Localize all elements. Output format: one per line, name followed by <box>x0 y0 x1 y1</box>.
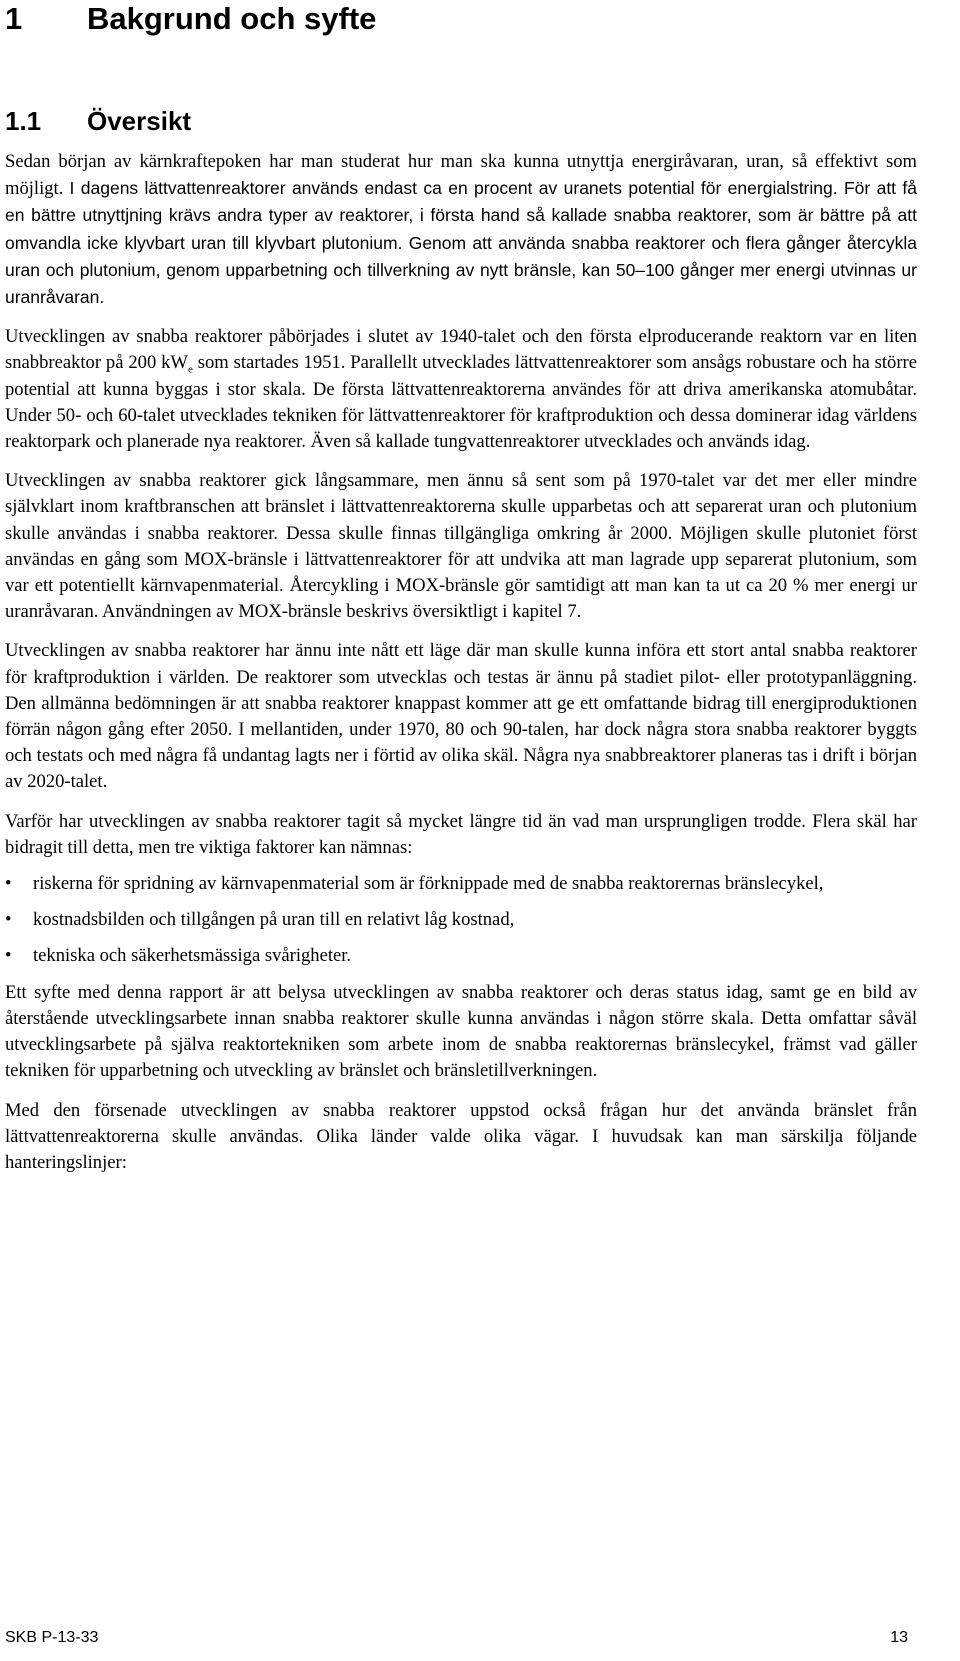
section-title: Översikt <box>87 106 192 136</box>
chapter-title: Bakgrund och syfte <box>87 1 377 36</box>
footer-page-number: 13 <box>890 1629 908 1646</box>
section-number: 1.1 <box>5 106 42 136</box>
bullet-icon: • <box>5 909 12 931</box>
bullet-icon: • <box>5 873 12 895</box>
paragraph-5: Varför har utvecklingen av snabba reaktorer tagit så mycket längre tid än vad man ursprungligen trodde. Flera skäl har bidragit till detta, men tre viktiga faktorer kan nämnas: <box>5 810 917 858</box>
paragraph-2-subscript: e <box>187 364 193 377</box>
paragraph-3: Utvecklingen av snabba reaktorer gick långsammare, men ännu så sent som på 1970-talet var det mer eller mindre självklart inom kraftbranschen att bränslet i lättvattenreaktorerna skulle upparbetas och att separerat uran och plutonium skulle användas i snabba reaktorer. Dessa skulle finnas tillgängliga omkring år 2000. Möjligen skulle plutoniet först användas en gång som MOX-bränsle i lättvattenreaktorer för att undvika att man lagrade upp separerat plutonium, som var ett potentiellt kärnvapenmaterial. Återcykling i MOX-bränsle gör samtidigt att man kan ta ut ca 20 % mer energi ur uranråvaran. Användningen av MOX-bränsle beskrivs översiktligt i kapitel 7. <box>5 470 917 623</box>
paragraph-7: Med den försenade utvecklingen av snabba reaktorer uppstod också frågan hur det använda bränslet från lättvattenreaktorerna skulle användas. Olika länder valde olika vägar. I huvudsak kan man särskilja följande hanteringslinjer: <box>5 1099 917 1173</box>
paragraph-2 <box>5 324 917 455</box>
paragraph-1-serif: Sedan början av kärnkraftepoken har man studerat hur man ska kunna utnyttja energiråvaran, uran, så effektivt som möjligt. <box>5 151 917 200</box>
list-item <box>5 907 917 933</box>
bullet-icon: • <box>5 945 12 967</box>
factor-list <box>5 871 917 970</box>
chapter-number: 1 <box>5 1 23 36</box>
section-heading <box>5 105 917 137</box>
list-item <box>5 943 917 969</box>
paragraph-4: Utvecklingen av snabba reaktorer har ännu inte nått ett läge där man skulle kunna införa ett stort antal snabba reaktorer för kraftproduktion i världen. De reaktorer som utvecklas och testas är ännu på stadiet pilot- eller prototypanläggning. Den allmänna bedömningen är att snabba reaktorer knappast kommer att ge ett omfattande bidrag till energiproduktionen förrän någon gång efter 2050. I mellantiden, under 1970, 80 och 90-talen, har dock några stora snabba reaktorer byggts och testats och med några få undantag lagts ner i förtid av olika skäl. Några nya snabbreaktorer planeras tas i drift i början av 2020-talet. <box>5 640 917 793</box>
list-item-text: tekniska och säkerhetsmässiga svårigheter. <box>33 945 352 967</box>
footer-report-id: SKB P-13-33 <box>5 1629 99 1646</box>
list-item-text: kostnadsbilden och tillgången på uran till en relativt låg kostnad, <box>33 909 515 931</box>
chapter-heading <box>5 0 917 38</box>
page-content <box>5 0 917 1176</box>
list-item-text: riskerna för spridning av kärnvapenmaterial som är förknippade med de snabba reaktorernas bränslecykel, <box>33 873 824 895</box>
paragraph-6: Ett syfte med denna rapport är att belysa utvecklingen av snabba reaktorer och deras status idag, samt ge en bild av återstående utvecklingsarbete innan snabba reaktorer skulle kunna användas i någon större skala. Detta omfattar såväl utvecklingsarbete på själva reaktortekniken som arbete inom de snabba reaktorernas bränslecykel, främst vad gäller tekniken för upparbetning och utveckling av bränslet och bränsletillverkningen. <box>5 981 917 1082</box>
paragraph-1-sans: I dagens lättvattenreaktorer används endast ca en procent av uranets potential för energialstring. För att få en bättre utnyttjning krävs andra typer av reaktorer, i första hand så kallade snabba reaktorer, som är bättre på att omvandla icke klyvbart uran till klyvbart plutonium. Genom att använda snabba reaktorer och flera gånger återcykla uran och plutonium, genom upparbetning och tillverkning av nytt bränsle, kan 50–100 gånger mer energi utvinnas ur uranråvaran. <box>5 178 917 308</box>
paragraph-2-a: Utvecklingen av snabba reaktorer påbörjades i slutet av 1940-talet och den första elproducerande reaktorn var en liten snabbreaktor på 200 kW <box>5 326 917 374</box>
paragraph-1 <box>5 149 917 311</box>
paragraph-2-b: som startades 1951. Parallellt utvecklades lättvattenreaktorer som ansågs robustare och ha större potential att kunna byggas i stor skala. De första lättvattenreaktorerna användes för att driva amerikanska atomubåtar. Under 50- och 60-talet utvecklades tekniken för lättvattenreaktorer för kraftproduktion och dessa dominerar idag världens reaktorpark och planerade nya reaktorer. Även så kallade tungvattenreaktorer utvecklades och används idag. <box>5 352 917 453</box>
list-item <box>5 871 917 897</box>
